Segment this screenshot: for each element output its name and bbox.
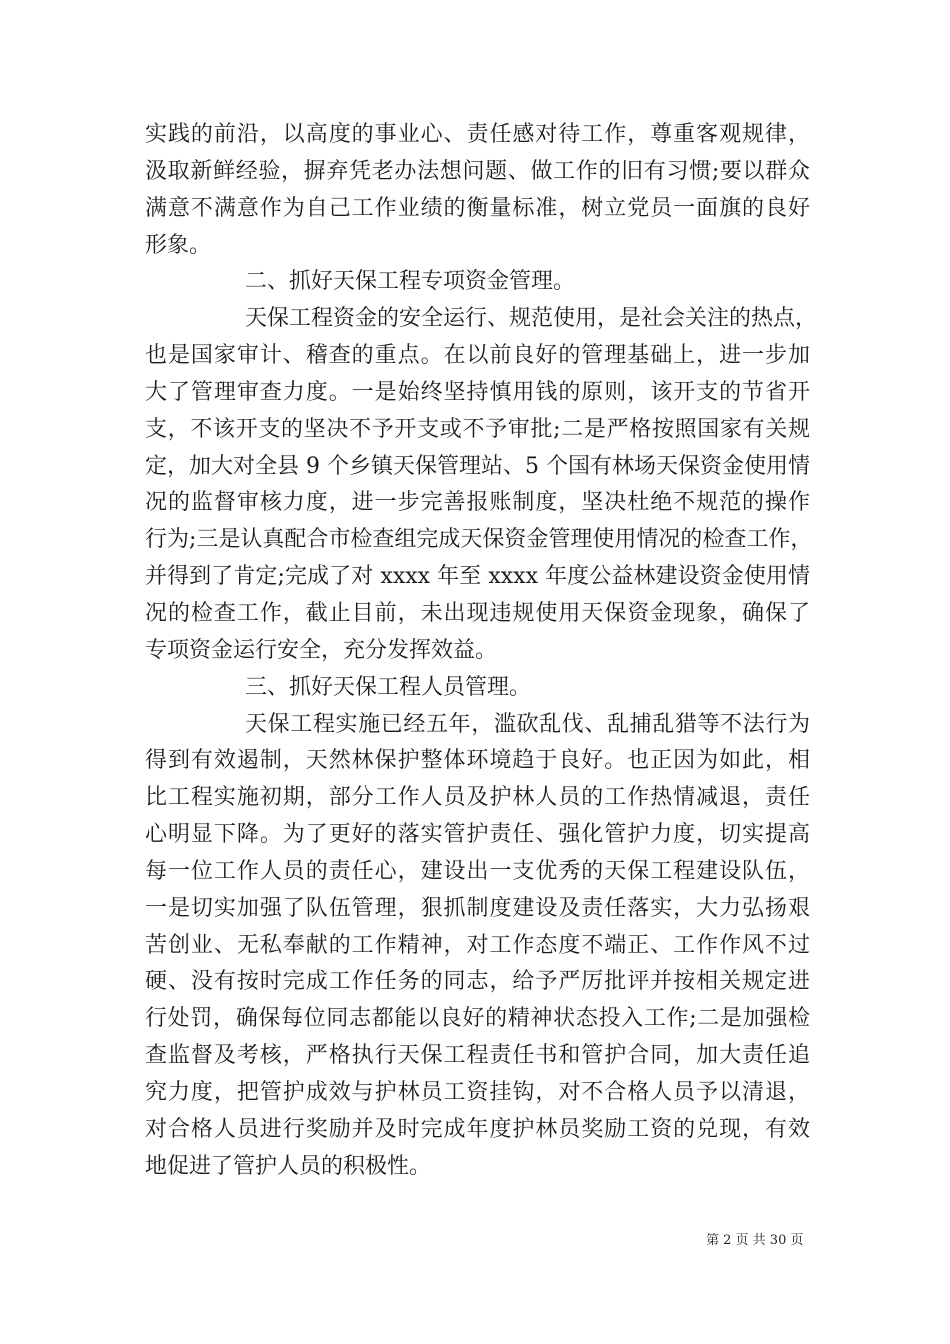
text-line: 地促进了管护人员的积极性。	[145, 1153, 432, 1179]
text-line: 行为;三是认真配合市检查组完成天保资金管理使用情况的检查工作，	[145, 527, 813, 553]
text-line: 每一位工作人员的责任心，建设出一支优秀的天保工程建设队伍，	[145, 858, 810, 884]
text-line: 天保工程实施已经五年，滥砍乱伐、乱捕乱猎等不法行为	[245, 711, 810, 737]
text-line: 一是切实加强了队伍管理，狠抓制度建设及责任落实，大力弘扬艰	[145, 895, 810, 921]
text-line: 形象。	[145, 232, 212, 258]
text-line: 定，加大对全县 9 个乡镇天保管理站、5 个国有林场天保资金使用情	[145, 453, 810, 479]
text-line: 实践的前沿，以高度的事业心、责任感对待工作，尊重客观规律，	[145, 122, 810, 147]
page-number-footer: 第 2 页 共 30 页	[706, 1233, 804, 1248]
text-line: 满意不满意作为自己工作业绩的衡量标准，树立党员一面旗的良好	[145, 195, 810, 221]
text-line: 况的监督审核力度，进一步完善报账制度，坚决杜绝不规范的操作	[145, 490, 810, 516]
text-line: 天保工程资金的安全运行、规范使用，是社会关注的热点，	[245, 306, 818, 332]
text-line: 支，不该开支的坚决不予开支或不予审批;二是严格按照国家有关规	[145, 416, 810, 442]
text-line: 专项资金运行安全，充分发挥效益。	[145, 637, 498, 663]
text-line: 硬、没有按时完成工作任务的同志，给予严厉批评并按相关规定进	[145, 969, 810, 995]
text-line: 行处罚，确保每位同志都能以良好的精神状态投入工作;二是加强检	[145, 1006, 810, 1032]
text-line: 并得到了肯定;完成了对 xxxx 年至 xxxx 年度公益林建设资金使用情	[145, 564, 810, 590]
section-heading-3: 三、抓好天保工程人员管理。	[245, 674, 532, 700]
section-heading-2: 二、抓好天保工程专项资金管理。	[245, 269, 576, 295]
text-line: 汲取新鲜经验，摒弃凭老办法想问题、做工作的旧有习惯;要以群众	[145, 158, 810, 184]
text-line: 查监督及考核，严格执行天保工程责任书和管护合同，加大责任追	[145, 1043, 810, 1069]
text-line: 也是国家审计、稽查的重点。在以前良好的管理基础上，进一步加	[145, 343, 810, 369]
body-text	[145, 117, 818, 1185]
text-line: 苦创业、无私奉献的工作精神，对工作态度不端正、工作作风不过	[145, 932, 810, 958]
text-line: 得到有效遏制，天然林保护整体环境趋于良好。也正因为如此，相	[145, 748, 810, 774]
text-line: 心明显下降。为了更好的落实管护责任、强化管护力度，切实提高	[145, 822, 810, 848]
text-line: 比工程实施初期，部分工作人员及护林人员的工作热情减退，责任	[145, 785, 810, 811]
text-line: 况的检查工作，截止目前，未出现违规使用天保资金现象，确保了	[145, 600, 810, 626]
text-line: 对合格人员进行奖励并及时完成年度护林员奖励工资的兑现，有效	[145, 1116, 810, 1142]
text-line: 究力度，把管护成效与护林员工资挂钩，对不合格人员予以清退，	[145, 1079, 810, 1105]
text-line: 大了管理审查力度。一是始终坚持慎用钱的原则，该开支的节省开	[145, 379, 810, 405]
